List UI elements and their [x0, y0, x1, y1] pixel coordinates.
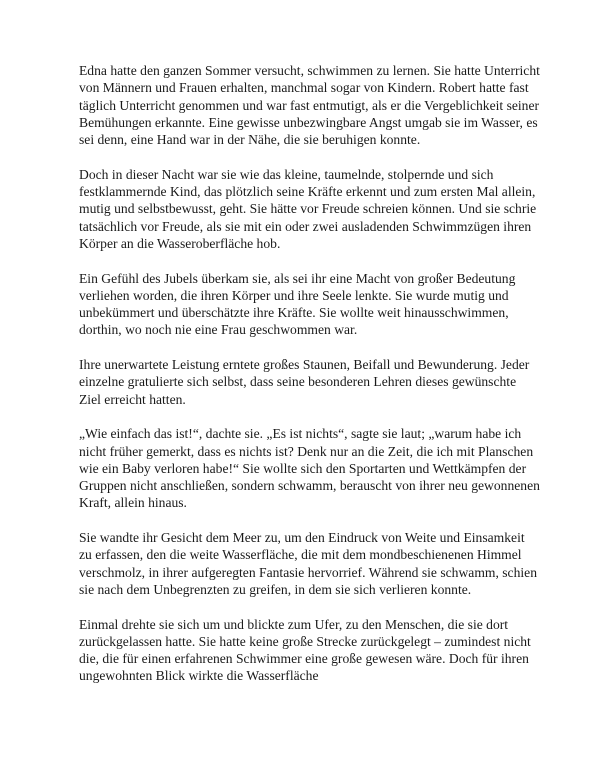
paragraph-3: Ein Gefühl des Jubels überkam sie, als sei ihr eine Macht von großer Bedeutung verliehen worden, die ihren Körper und ihre Seele lenkte. Sie wurde mutig und unbekümmert und überschätzte ihre Kräfte. Sie wollte weit hinausschwimmen, dorthin, wo noch nie eine Frau geschwommen war. [79, 270, 516, 338]
paragraph-1: Edna hatte den ganzen Sommer versucht, schwimmen zu lernen. Sie hatte Unterricht von Männern und Frauen erhalten, manchmal sogar von Kindern. Robert hatte fast täglich Unterricht genommen und war fast entmutigt, als er die Vergeblichkeit seiner Bemühungen erkannte. Eine gewisse unbezwingbare Angst umgab sie im Wasser, es sei denn, eine Hand war in der Nähe, die sie beruhigen konnte. [79, 63, 540, 148]
paragraph-4: Ihre unerwartete Leistung erntete großes Staunen, Beifall und Bewunderung. Jeder einzelne gratulierte sich selbst, dass seine besonderen Lehren dieses gewünschte Ziel erreicht hatten. [79, 357, 530, 407]
paragraph-7: Einmal drehte sie sich um und blickte zum Ufer, zu den Menschen, die sie dort zurückgelassen hatte. Sie hatte keine große Strecke zurückgelegt – zumindest nicht die, die für einen erfahrenen Schwimmer eine große gewesen wäre. Doch für ihren ungewohnten Blick wirkte die Wasserfläche [79, 616, 531, 684]
paragraph-6: Sie wandte ihr Gesicht dem Meer zu, um den Eindruck von Weite und Einsamkeit zu erfassen, den die weite Wasserfläche, die mit dem mondbeschienenen Himmel verschmolz, in ihrer aufgeregten Fantasie hervorrief. Während sie schwamm, schien sie nach dem Unbegrenzten zu greifen, in dem sie sich verlieren konnte. [79, 530, 537, 597]
document-body [79, 62, 540, 685]
paragraph-5: „Wie einfach das ist!“, dachte sie. „Es ist nichts“, sagte sie laut; „warum habe ich nicht früher gemerkt, dass es nichts ist? Denk nur an die Zeit, die ich mit Planschen wie ein Baby verloren habe!“ Sie wollte sich den Sportarten und Wettkämpfen der Gruppen nicht anschließen, sondern schwamm, berauscht von ihrer neu gewonnenen Kraft, allein hinaus. [79, 426, 540, 511]
paragraph-2: Doch in dieser Nacht war sie wie das kleine, taumelnde, stolpernde und sich festklammernde Kind, das plötzlich seine Kräfte erkennt und zum ersten Mal allein, mutig und selbstbewusst, geht. Sie hätte vor Freude schreien können. Und sie schrie tatsächlich vor Freude, als sie mit ein oder zwei ausladenden Schwimmzügen ihren Körper an die Wasseroberfläche hob. [79, 166, 537, 251]
